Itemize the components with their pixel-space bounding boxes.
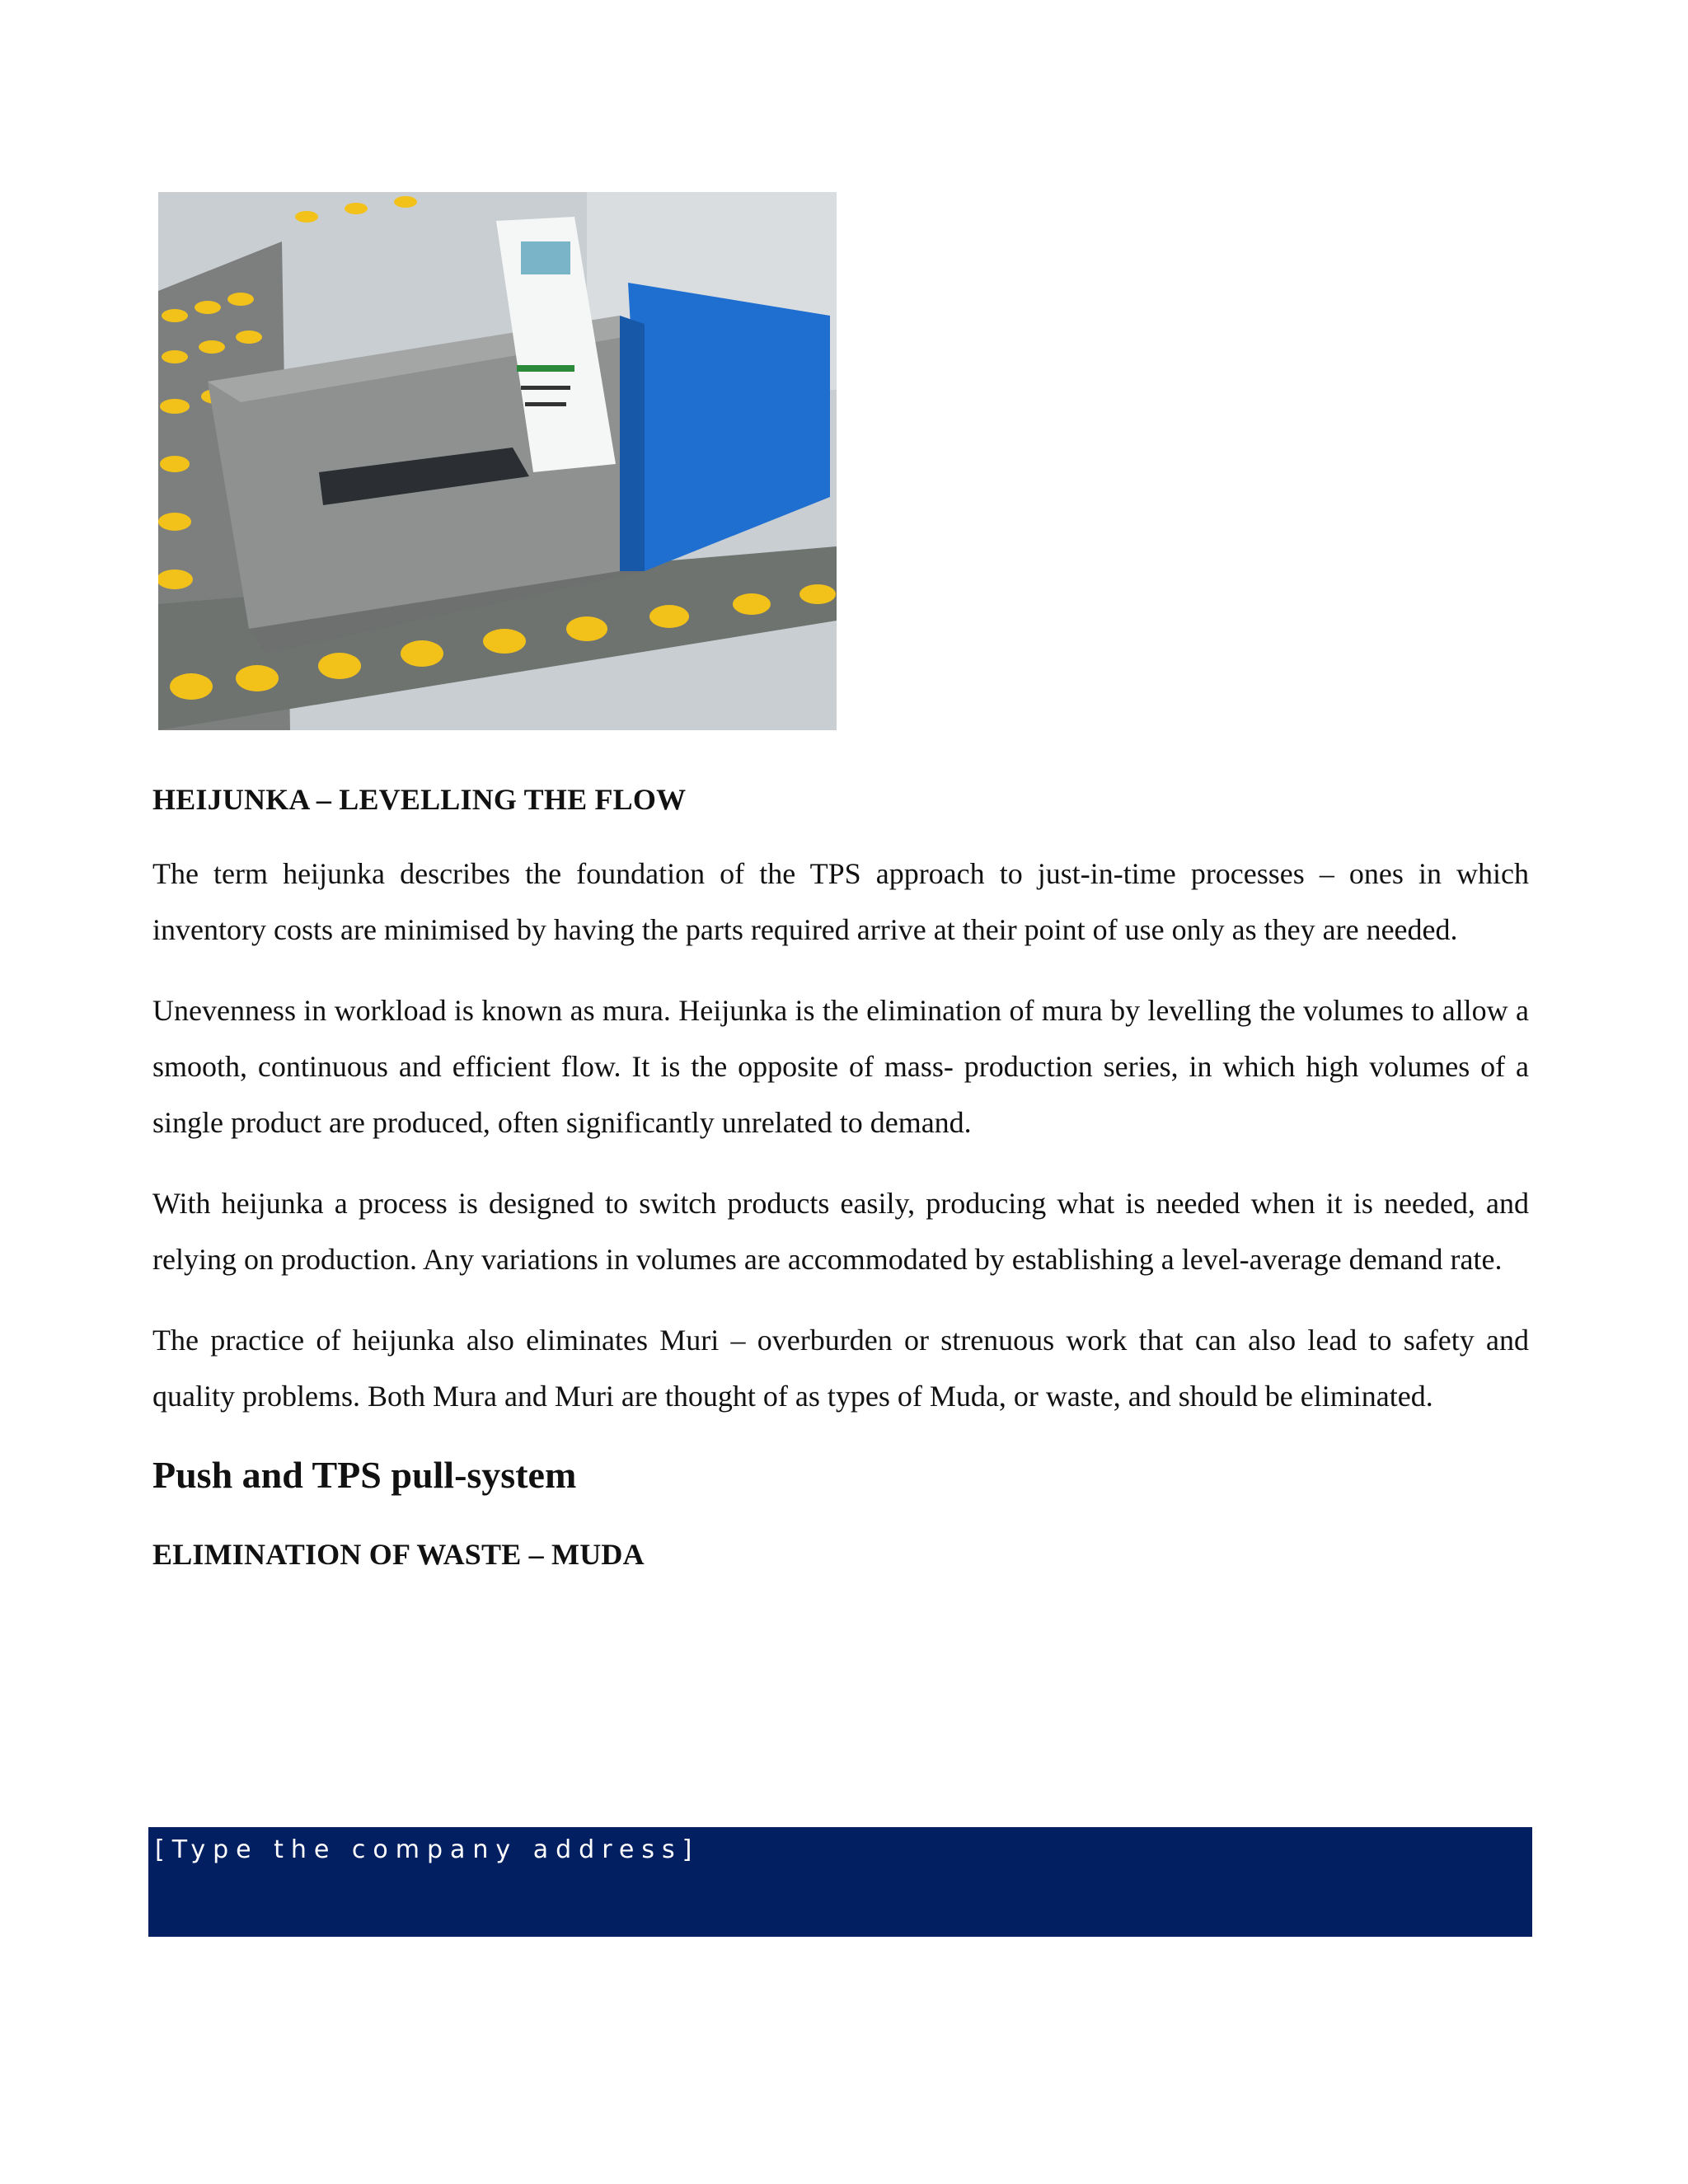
document-body xyxy=(152,776,1529,1601)
paragraph-process-switching: With heijunka a process is designed to switch products easily, producing what is needed when it is needed, and relying on production. Any variations in volumes are accommodated by establishing a level-average demand rate. xyxy=(152,1187,1529,1276)
paragraph-mura: Unevenness in workload is known as mura. Heijunka is the elimination of mura by levelling the volumes to allow a smooth, continuous and efficient flow. It is the opposite of mass- production series, in which high volumes of a single product are produced, often significantly unrelated to demand. xyxy=(152,994,1529,1139)
conveyor-bin-photo xyxy=(158,192,837,730)
company-address-placeholder[interactable]: [Type the company address] xyxy=(155,1835,700,1864)
conveyor-bin-illustration xyxy=(158,192,837,730)
paragraph-muri: The practice of heijunka also eliminates Muri – overburden or strenuous work that can also lead to safety and quality problems. Both Mura and Muri are thought of as types of Muda, or waste, and should be eliminated. xyxy=(152,1324,1529,1413)
muda-heading: ELIMINATION OF WASTE – MUDA xyxy=(152,1538,645,1571)
heijunka-heading: HEIJUNKA – LEVELLING THE FLOW xyxy=(152,783,687,816)
push-pull-heading: Push and TPS pull-system xyxy=(152,1454,577,1496)
footer-address-bar xyxy=(148,1827,1532,1937)
paragraph-heijunka-definition: The term heijunka describes the foundation of the TPS approach to just-in-time processes – ones in which inventory costs are minimised by having the parts required arrive at their point of use only as they are needed. xyxy=(152,857,1529,946)
